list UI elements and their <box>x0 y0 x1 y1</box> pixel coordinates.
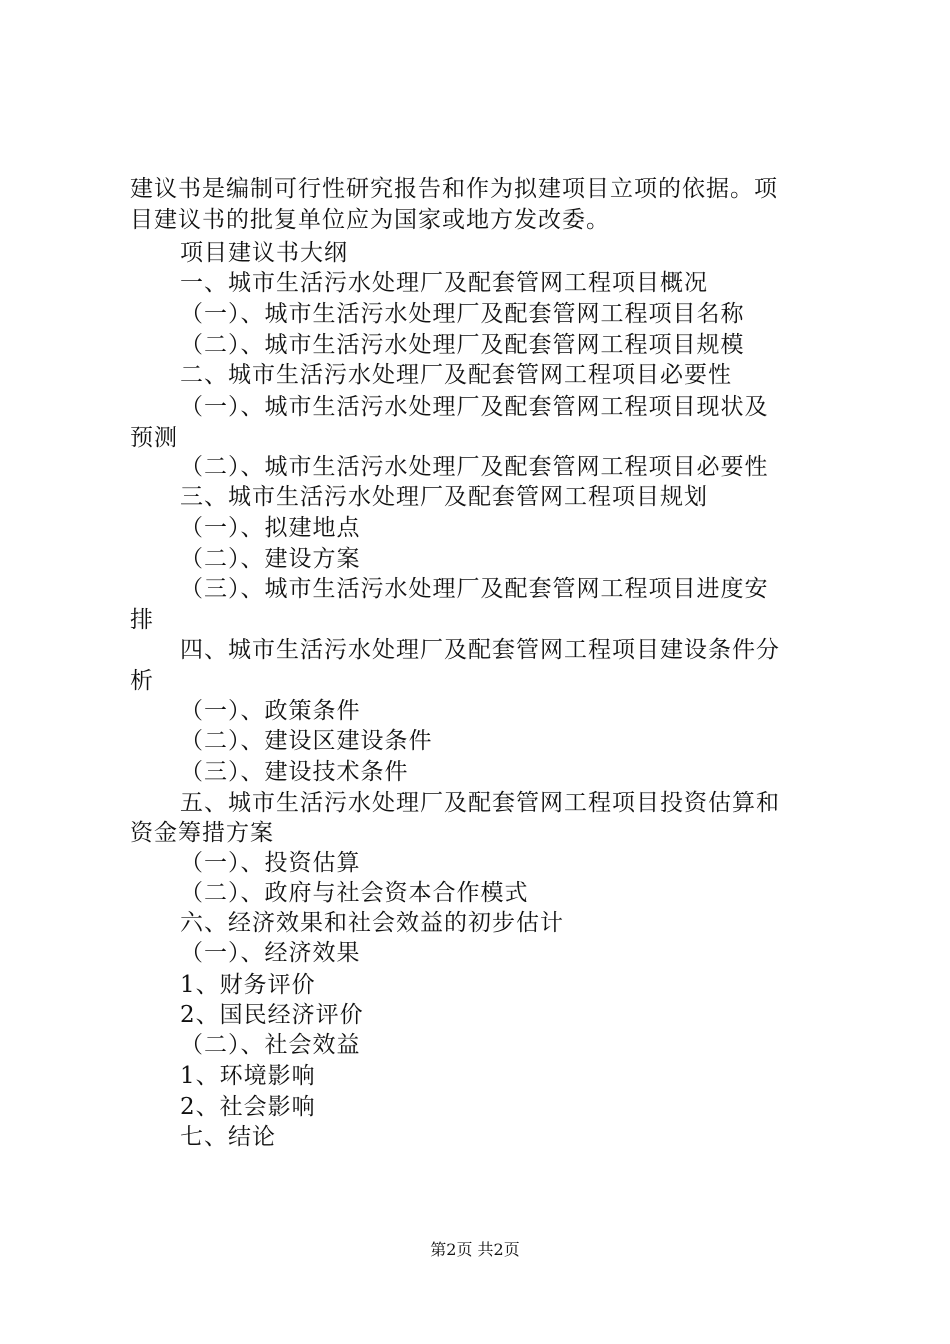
outline-heading: 三、城市生活污水处理厂及配套管网工程项目规划 <box>180 484 708 510</box>
outline-heading-continued: 析 <box>130 668 154 694</box>
outline-item: 1、环境影响 <box>180 1063 316 1089</box>
outline-subheading: （二）、社会效益 <box>180 1032 361 1058</box>
outline-subheading: （一）、城市生活污水处理厂及配套管网工程项目名称 <box>180 301 745 327</box>
outline-heading: 一、城市生活污水处理厂及配套管网工程项目概况 <box>180 270 708 296</box>
outline-heading: 七、结论 <box>180 1124 276 1150</box>
outline-item: 2、社会影响 <box>180 1094 316 1120</box>
outline-heading-continued: 资金筹措方案 <box>130 820 274 846</box>
outline-heading: 四、城市生活污水处理厂及配套管网工程项目建设条件分 <box>180 637 780 663</box>
outline-subheading-continued: 排 <box>130 607 154 633</box>
outline-item: 1、财务评价 <box>180 972 316 998</box>
outline-heading: 二、城市生活污水处理厂及配套管网工程项目必要性 <box>180 362 732 388</box>
outline-subheading: （二）、城市生活污水处理厂及配套管网工程项目规模 <box>180 332 745 358</box>
outline-heading: 五、城市生活污水处理厂及配套管网工程项目投资估算和 <box>180 790 780 816</box>
outline-subheading: （一）、经济效果 <box>180 940 361 966</box>
outline-subheading: （一）、拟建地点 <box>180 515 361 541</box>
outline-heading: 六、经济效果和社会效益的初步估计 <box>180 910 564 936</box>
page-number-footer: 第2页 共2页 <box>430 1240 520 1259</box>
outline-subheading: （一）、城市生活污水处理厂及配套管网工程项目现状及 <box>180 394 769 420</box>
body-text-line: 目建议书的批复单位应为国家或地方发改委。 <box>130 207 610 233</box>
outline-item: 2、国民经济评价 <box>180 1002 364 1028</box>
outline-subheading: （三）、建设技术条件 <box>180 759 409 785</box>
body-text-line: 建议书是编制可行性研究报告和作为拟建项目立项的依据。项 <box>130 176 778 202</box>
outline-subheading: （二）、建设区建设条件 <box>180 728 433 754</box>
outline-subheading: （一）、投资估算 <box>180 850 361 876</box>
outline-subheading: （一）、政策条件 <box>180 698 361 724</box>
outline-title: 项目建议书大纲 <box>180 240 348 266</box>
outline-subheading: （二）、政府与社会资本合作模式 <box>180 880 529 906</box>
outline-subheading: （三）、城市生活污水处理厂及配套管网工程项目进度安 <box>180 576 769 602</box>
outline-subheading: （二）、城市生活污水处理厂及配套管网工程项目必要性 <box>180 454 769 480</box>
outline-subheading: （二）、建设方案 <box>180 546 361 572</box>
outline-subheading-continued: 预测 <box>130 425 178 451</box>
